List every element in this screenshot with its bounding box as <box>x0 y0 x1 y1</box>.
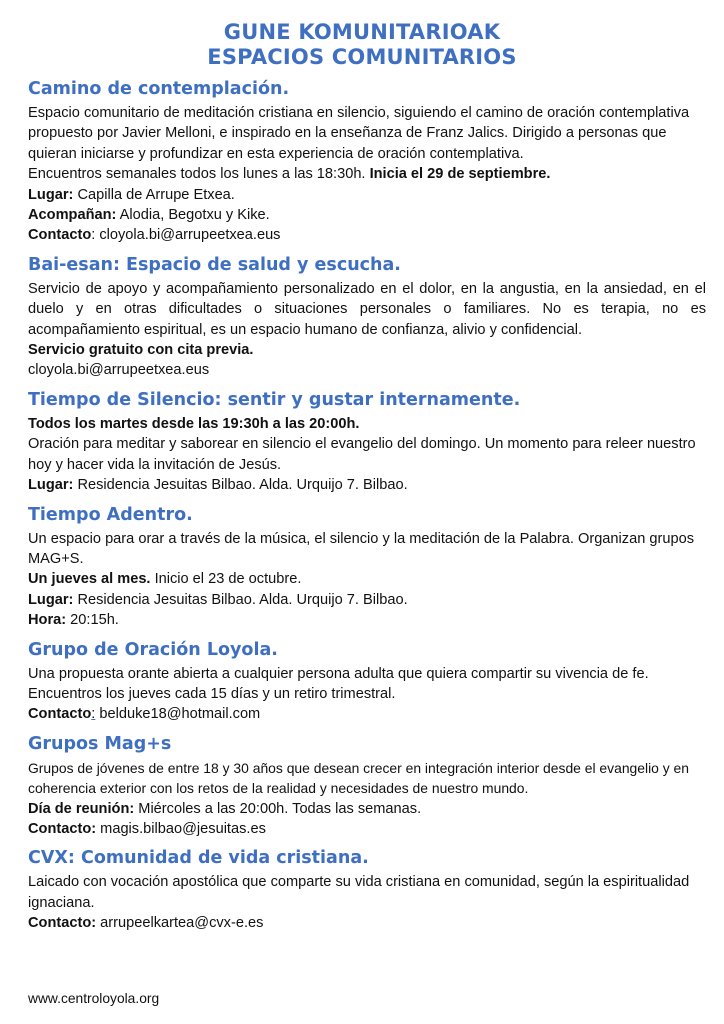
place-value: Capilla de Arrupe Etxea. <box>77 186 235 203</box>
contact-email[interactable]: belduke18@hotmail.com <box>99 706 261 723</box>
contact-colon: : <box>91 706 96 723</box>
schedule-line <box>28 164 706 184</box>
frequency-label: Un jueves al mes. <box>28 571 151 588</box>
contact-line <box>28 913 706 933</box>
section-magis <box>28 733 706 840</box>
section-description: Una propuesta orante abierta a cualquier persona adulta que quiera compartir su vivencia de fe. Encuentros los jueves cada 15 días y un retiro trimestral. <box>28 665 649 702</box>
section-contemplacion <box>28 78 706 246</box>
schedule-text: Todos los martes desde las 19:30h a las 20:00h. <box>28 415 360 432</box>
contact-line <box>28 704 706 724</box>
section-description: Laicado con vocación apostólica que comparte su vida cristiana en comunidad, según la espiritualidad ignaciana. <box>28 874 690 911</box>
meeting-label: Día de reunión: <box>28 800 135 817</box>
contact-label: Contacto <box>28 706 92 723</box>
section-description: Oración para meditar y saborear en silencio el evangelio del domingo. Un momento para releer nuestro hoy y hacer vida la invitación de Jesús. <box>28 436 696 473</box>
section-adentro <box>28 504 706 631</box>
free-service-line <box>28 340 706 360</box>
section-baiesan <box>28 254 706 381</box>
section-cvx <box>28 847 706 933</box>
contact-email[interactable]: : cloyola.bi@arrupeetxea.eus <box>91 227 281 244</box>
section-silencio <box>28 389 706 496</box>
section-title: Bai-esan: Espacio de salud y escucha. <box>28 254 401 275</box>
section-title: Grupos Mag+s <box>28 733 172 754</box>
free-service-text: Servicio gratuito con cita previa. <box>28 342 254 359</box>
contact-email[interactable]: arrupeelkartea@cvx-e.es <box>100 915 264 932</box>
place-line <box>28 475 706 495</box>
schedule-line <box>28 414 706 434</box>
time-value: 20:15h. <box>70 612 119 629</box>
contact-line <box>28 819 706 839</box>
place-label: Lugar: <box>28 186 74 203</box>
contact-line <box>28 225 706 245</box>
contact-label: Contacto: <box>28 915 97 932</box>
page-header <box>0 0 724 70</box>
section-description: Servicio de apoyo y acompañamiento personalizado en el dolor, en la angustia, en la ansiedad, en el duelo y en otras dificultades o situaciones personales o familiares. No es terapia, no es acompañamiento espiritual, es un espacio humano de confianza, alivio y confidencial. <box>28 280 706 338</box>
header-title-basque: GUNE KOMUNITARIOAK <box>223 20 501 44</box>
sections-list <box>28 78 706 942</box>
section-description: Grupos de jóvenes de entre 18 y 30 años que desean crecer en integración interior desde el evangelio y en coherencia exterior con los retos de la realidad y necesidades de nuestro mundo. <box>28 759 690 797</box>
time-line <box>28 610 706 630</box>
section-title: CVX: Comunidad de vida cristiana. <box>28 848 369 869</box>
section-title: Tiempo de Silencio: sentir y gustar internamente. <box>28 389 521 410</box>
section-title: Grupo de Oración Loyola. <box>28 639 278 660</box>
header-title-spanish: ESPACIOS COMUNITARIOS <box>207 45 517 69</box>
place-label: Lugar: <box>28 477 74 494</box>
section-description: Espacio comunitario de meditación cristiana en silencio, siguiendo el camino de oración contemplativa propuesto por Javier Melloni, e inspirado en la enseñanza de Franz Jalics. Dirigido a personas que quieran iniciarse y profundizar en esta experiencia de oración contemplativa. <box>28 105 690 162</box>
contact-label: Contacto: <box>28 820 97 837</box>
place-line <box>28 590 706 610</box>
section-description: Un espacio para orar a través de la música, el silencio y la meditación de la Palabra. Organizan grupos MAG+S. <box>28 530 694 567</box>
companions-label: Acompañan: <box>28 207 117 224</box>
place-label: Lugar: <box>28 591 74 608</box>
frequency-value: Inicio el 23 de octubre. <box>154 571 302 588</box>
place-value: Residencia Jesuitas Bilbao. Alda. Urquijo 7. Bilbao. <box>77 477 408 494</box>
section-title: Tiempo Adentro. <box>28 504 193 525</box>
companions-value: Alodia, Begotxu y Kike. <box>119 207 270 224</box>
schedule-text: Encuentros semanales todos los lunes a las 18:30h. <box>28 166 366 183</box>
start-date: Inicia el 29 de septiembre. <box>369 166 551 183</box>
place-value: Residencia Jesuitas Bilbao. Alda. Urquijo 7. Bilbao. <box>77 591 408 608</box>
meeting-value: Miércoles a las 20:00h. Todas las semanas. <box>138 800 422 817</box>
footer-website[interactable]: www.centroloyola.org <box>28 991 160 1006</box>
place-line <box>28 185 706 205</box>
contact-label: Contacto <box>28 227 92 244</box>
section-loyola <box>28 639 706 725</box>
time-label: Hora: <box>28 612 67 629</box>
meeting-line <box>28 799 706 819</box>
frequency-line <box>28 569 706 589</box>
section-title: Camino de contemplación. <box>28 79 290 99</box>
contact-email[interactable]: magis.bilbao@jesuitas.es <box>100 820 266 837</box>
companions-line <box>28 205 706 225</box>
contact-email[interactable]: cloyola.bi@arrupeetxea.eus <box>28 362 210 379</box>
